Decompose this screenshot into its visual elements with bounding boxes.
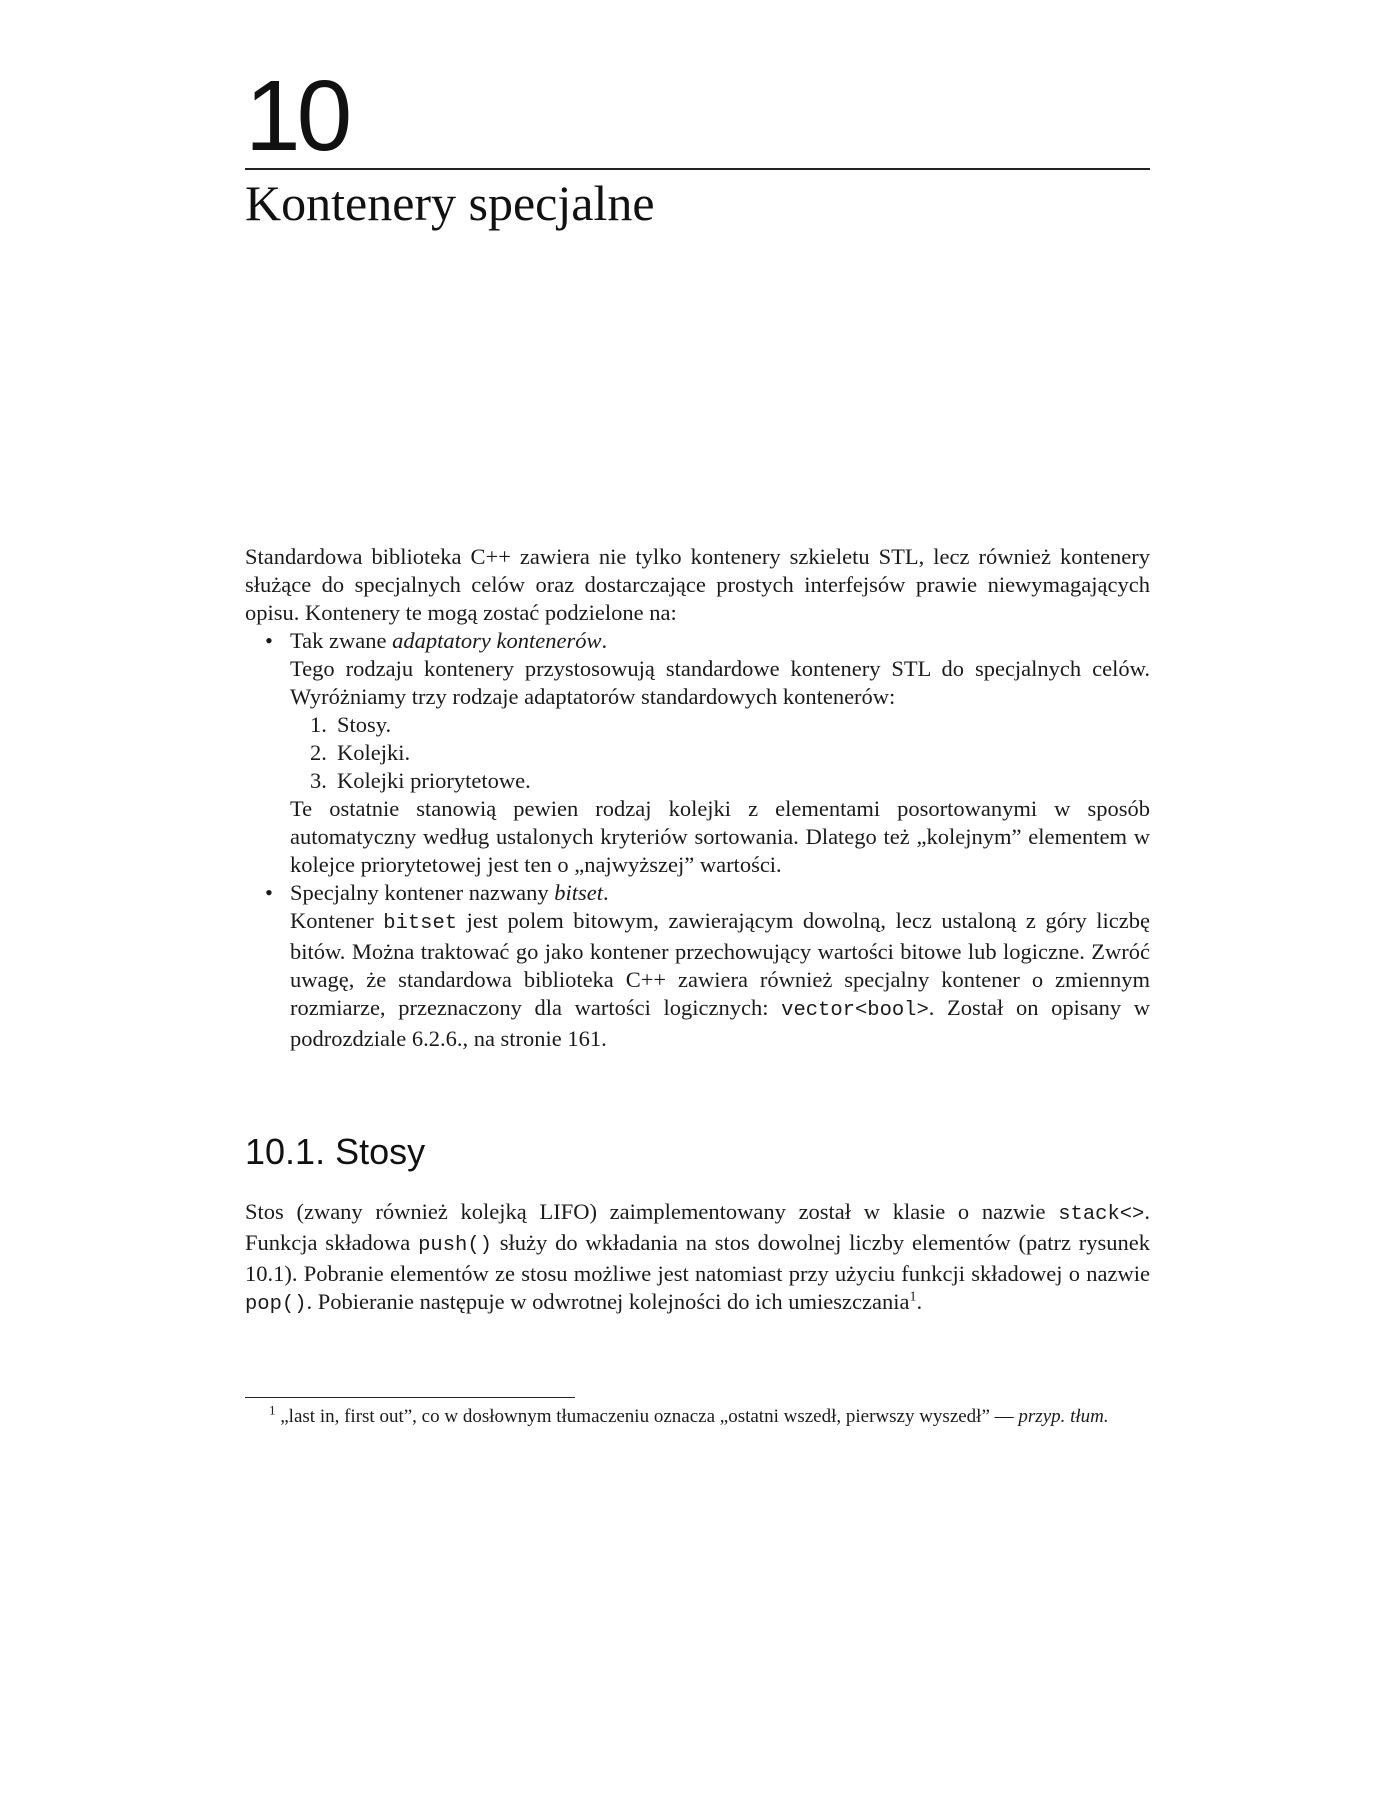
bitset-heading	[290, 879, 1150, 907]
code-pop: pop()	[245, 1293, 307, 1316]
code-stack: stack<>	[1058, 1203, 1145, 1226]
priority-queue-note: Te ostatnie stanowią pewien rodzaj kolejki z elementami posortowanymi w sposób automatyczny według ustalonych kryteriów sortowania. Dlatego też „kolejnym” elementem w kolejce priorytetowej jest ten o „najwyższej” wartości.	[290, 796, 1150, 877]
bullet-icon: •	[265, 628, 273, 653]
list-item	[290, 711, 1150, 739]
bitset-term: bitset	[554, 880, 604, 905]
bitset-desc-b: jest polem bitowym, zawierającym dowolną, lecz ustaloną z góry liczbę bitów. Można traktować go jako kontener przechowujący wartości bitowe lub logiczne. Zwróć uwagę, że standardowa biblioteka C++ zawiera również specjalny kontener o zmiennym rozmiarze, przeznaczony dla wartości logicznych:	[290, 908, 1150, 1020]
adapters-description: Tego rodzaju kontenery przystosowują standardowe kontenery STL do specjalnych celów. Wyróżniamy trzy rodzaje adaptatorów standardowych kontenerów:	[290, 656, 1150, 709]
chapter-number: 10	[245, 60, 349, 172]
adapters-tail: .	[601, 628, 608, 653]
section-text-a: Stos (zwany również kolejką LIFO) zaimplementowany został w klasie o nazwie	[245, 1199, 1059, 1224]
section-text-e: .	[916, 1289, 923, 1314]
intro-paragraph: Standardowa biblioteka C++ zawiera nie tylko kontenery szkieletu STL, lecz również kontenery służące do specjalnych celów oraz dostarczające prostych interfejsów prawie niewymagających opisu. Kontenery te mogą zostać podzielone na:	[245, 544, 1150, 625]
footnote	[245, 1403, 1150, 1430]
list-number: 1.	[310, 712, 327, 737]
bitset-desc-a: Kontener	[290, 908, 384, 933]
section-text-c: służy do wkładania na stos dowolnej liczby elementów (patrz rysunek 10.1). Pobranie elementów ze stosu możliwe jest natomiast przy użyciu funkcji składowej o nazwie	[245, 1230, 1151, 1286]
list-item-bitset	[245, 879, 1150, 1053]
list-number: 3.	[310, 768, 327, 793]
bitset-lead: Specjalny kontener nazwany	[290, 880, 555, 905]
footnote-reference[interactable]: 1	[909, 1289, 917, 1305]
section-paragraph	[245, 1198, 1150, 1319]
adapters-heading	[290, 627, 1150, 655]
bitset-description	[290, 907, 1150, 1053]
chapter-intro	[245, 543, 1150, 1053]
bullet-icon: •	[265, 880, 273, 905]
section-text-b: . Funkcja składowa	[245, 1199, 1150, 1255]
bitset-desc-c: . Został on opisany w podrozdziale 6.2.6., na stronie 161.	[290, 995, 1150, 1051]
chapter-divider	[245, 168, 1150, 170]
footnote-mark: 1	[269, 1402, 276, 1418]
footnote-attribution: przyp. tłum.	[1018, 1406, 1109, 1427]
list-label: Kolejki priorytetowe.	[337, 768, 531, 793]
adapters-term: adaptatory kontenerów	[392, 628, 602, 653]
code-push: push()	[418, 1234, 492, 1257]
list-item-adapters	[245, 627, 1150, 879]
list-label: Kolejki.	[337, 740, 411, 765]
footnote-divider	[245, 1397, 575, 1398]
footnote-dash: —	[994, 1406, 1019, 1427]
code-vector-bool: vector<bool>	[781, 999, 929, 1022]
bitset-tail: .	[603, 880, 609, 905]
section-body	[245, 1198, 1150, 1319]
chapter-title: Kontenery specjalne	[245, 175, 655, 231]
adapters-list	[290, 711, 1150, 795]
section-text-d: . Pobieranie następuje w odwrotnej kolejności do ich umieszczania	[306, 1289, 910, 1314]
footnote-body: „last in, first out”, co w dosłownym tłumaczeniu oznacza „ostatni wszedł, pierwszy wyszedł”	[280, 1406, 990, 1427]
list-item	[290, 739, 1150, 767]
adapters-lead: Tak zwane	[290, 628, 393, 653]
list-number: 2.	[310, 740, 327, 765]
container-types-list	[245, 627, 1150, 1053]
footnote-text	[245, 1403, 1150, 1430]
section-heading: 10.1. Stosy	[245, 1131, 426, 1172]
list-label: Stosy.	[337, 712, 392, 737]
code-bitset: bitset	[383, 912, 458, 935]
list-item	[290, 767, 1150, 795]
